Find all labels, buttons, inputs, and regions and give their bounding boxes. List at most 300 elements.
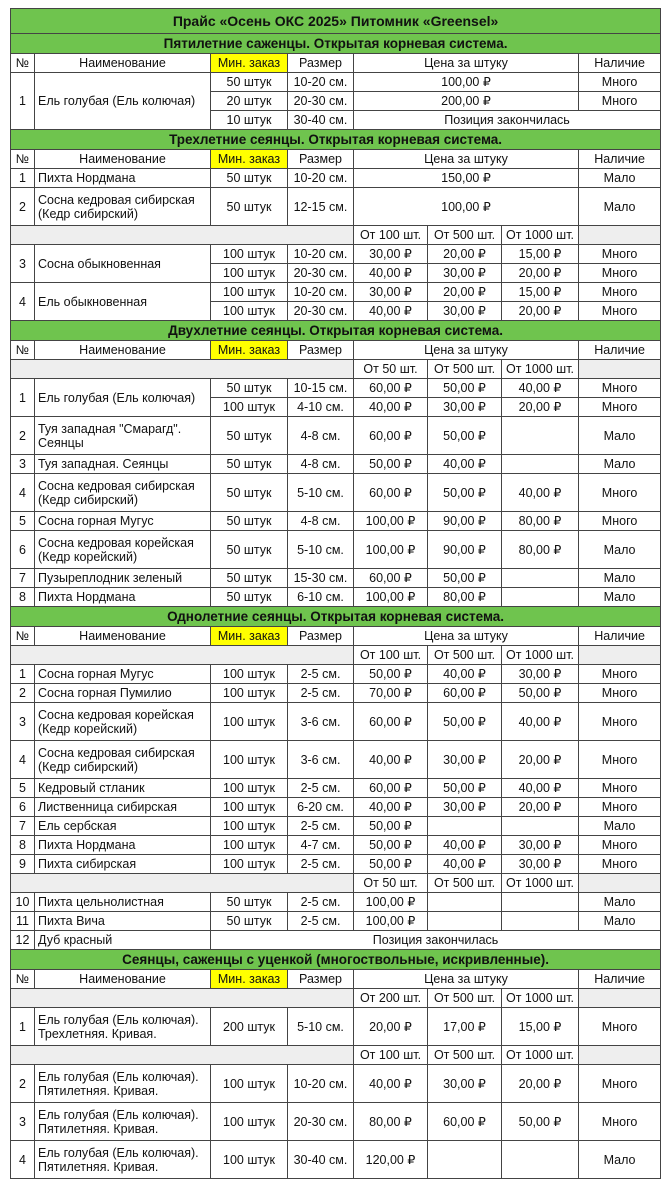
price-tier-1: 100,00 ₽: [354, 893, 428, 912]
size: 12-15 см.: [288, 188, 354, 226]
product-name: Ель голубая (Ель колючая). Пятилетняя. Кривая.: [35, 1103, 211, 1141]
size: 15-30 см.: [288, 569, 354, 588]
header-size: Размер: [288, 150, 354, 169]
price-tier-3: 20,00 ₽: [502, 798, 579, 817]
product-name: Пихта Нордмана: [35, 836, 211, 855]
section-header: [11, 321, 661, 341]
size: 4-10 см.: [288, 398, 354, 417]
quantity-tier-row: [11, 360, 661, 379]
header-price: Цена за штуку: [354, 970, 579, 989]
min-order: 50 штук: [211, 73, 288, 92]
tier-spacer: [579, 874, 661, 893]
min-order: 50 штук: [211, 455, 288, 474]
header-stock: Наличие: [579, 54, 661, 73]
product-name: Лиственница сибирская: [35, 798, 211, 817]
row-num: 5: [11, 512, 35, 531]
min-order: 50 штук: [211, 379, 288, 398]
price-tier-1: 40,00 ₽: [354, 798, 428, 817]
min-order: 100 штук: [211, 855, 288, 874]
header-price: Цена за штуку: [354, 150, 579, 169]
price-tier-2: 40,00 ₽: [428, 665, 502, 684]
price-tier-1: 20,00 ₽: [354, 1008, 428, 1046]
section-title: Двухлетние сеянцы. Открытая корневая система.: [11, 321, 661, 341]
price-tier-1: 60,00 ₽: [354, 474, 428, 512]
row-num: 3: [11, 455, 35, 474]
price-tier-2: 80,00 ₽: [428, 588, 502, 607]
price-tier-2: [428, 1141, 502, 1179]
table-row: [11, 169, 661, 188]
price-tier-2: 60,00 ₽: [428, 684, 502, 703]
price-tier-3: 50,00 ₽: [502, 684, 579, 703]
stock: Много: [579, 1103, 661, 1141]
sold-out-note: Позиция закончилась: [354, 111, 661, 130]
price-tier-3: 15,00 ₽: [502, 283, 579, 302]
product-name: Кедровый стланик: [35, 779, 211, 798]
min-order: 100 штук: [211, 283, 288, 302]
price-table: [10, 8, 661, 1179]
product-name: Сосна кедровая сибирская (Кедр сибирский): [35, 188, 211, 226]
table-row: [11, 417, 661, 455]
stock: Мало: [579, 588, 661, 607]
table-row: [11, 855, 661, 874]
header-stock: Наличие: [579, 970, 661, 989]
header-name: Наименование: [35, 627, 211, 646]
header-num: №: [11, 341, 35, 360]
size: 20-30 см.: [288, 1103, 354, 1141]
min-order: 100 штук: [211, 798, 288, 817]
tier-label: От 500 шт.: [428, 226, 502, 245]
price-tier-2: 30,00 ₽: [428, 1065, 502, 1103]
product-name: Пихта цельнолистная: [35, 893, 211, 912]
min-order: 100 штук: [211, 1065, 288, 1103]
table-row: [11, 912, 661, 931]
price-tier-2: 40,00 ₽: [428, 855, 502, 874]
stock: Много: [579, 684, 661, 703]
row-num: 2: [11, 684, 35, 703]
min-order: 50 штук: [211, 417, 288, 455]
price-tier-1: 50,00 ₽: [354, 817, 428, 836]
table-row: [11, 779, 661, 798]
price-tier-1: 120,00 ₽: [354, 1141, 428, 1179]
table-row: [11, 684, 661, 703]
min-order: 100 штук: [211, 398, 288, 417]
price-tier-1: 80,00 ₽: [354, 1103, 428, 1141]
stock: Много: [579, 92, 661, 111]
price-tier-1: 60,00 ₽: [354, 779, 428, 798]
size: 4-7 см.: [288, 836, 354, 855]
stock: Много: [579, 741, 661, 779]
size: 2-5 см.: [288, 912, 354, 931]
header-min-order: Мин. заказ: [211, 627, 288, 646]
price-tier-2: 60,00 ₽: [428, 1103, 502, 1141]
table-row: [11, 1065, 661, 1103]
min-order: 100 штук: [211, 836, 288, 855]
row-num: 1: [11, 379, 35, 417]
row-num: 2: [11, 188, 35, 226]
table-row: [11, 817, 661, 836]
sold-out-note: Позиция закончилась: [211, 931, 661, 950]
stock: Много: [579, 302, 661, 321]
product-name: Сосна кедровая корейская (Кедр корейский): [35, 531, 211, 569]
size: 30-40 см.: [288, 111, 354, 130]
min-order: 100 штук: [211, 741, 288, 779]
stock: Много: [579, 398, 661, 417]
header-stock: Наличие: [579, 341, 661, 360]
product-name: Туя западная. Сеянцы: [35, 455, 211, 474]
table-row: [11, 836, 661, 855]
price-tier-3: [502, 817, 579, 836]
column-header-row: [11, 150, 661, 169]
price-tier-2: [428, 893, 502, 912]
stock: Много: [579, 512, 661, 531]
price-tier-1: 100,00 ₽: [354, 512, 428, 531]
price-tier-2: 30,00 ₽: [428, 264, 502, 283]
row-num: 4: [11, 474, 35, 512]
stock: Много: [579, 264, 661, 283]
stock: Мало: [579, 169, 661, 188]
stock: Мало: [579, 417, 661, 455]
min-order: 200 штук: [211, 1008, 288, 1046]
price-tier-2: 90,00 ₽: [428, 531, 502, 569]
tier-label: От 100 шт.: [354, 226, 428, 245]
price-tier-1: 50,00 ₽: [354, 855, 428, 874]
price-tier-3: 40,00 ₽: [502, 379, 579, 398]
header-size: Размер: [288, 341, 354, 360]
row-num: 1: [11, 1008, 35, 1046]
price-tier-3: 20,00 ₽: [502, 741, 579, 779]
tier-label: От 1000 шт.: [502, 360, 579, 379]
size: 2-5 см.: [288, 855, 354, 874]
column-header-row: [11, 627, 661, 646]
section-title: Сеянцы, саженцы с уценкой (многоствольные, искривленные).: [11, 950, 661, 970]
price-tier-3: 40,00 ₽: [502, 703, 579, 741]
price-tier-1: 40,00 ₽: [354, 264, 428, 283]
price-tier-2: 20,00 ₽: [428, 283, 502, 302]
size: 10-20 см.: [288, 73, 354, 92]
size: 10-20 см.: [288, 169, 354, 188]
price-tier-2: 50,00 ₽: [428, 474, 502, 512]
tier-label: От 1000 шт.: [502, 1046, 579, 1065]
row-num: 8: [11, 588, 35, 607]
tier-label: От 500 шт.: [428, 360, 502, 379]
size: 4-8 см.: [288, 512, 354, 531]
price-tier-2: 40,00 ₽: [428, 836, 502, 855]
price-tier-1: 60,00 ₽: [354, 703, 428, 741]
row-num: 8: [11, 836, 35, 855]
header-name: Наименование: [35, 341, 211, 360]
tier-spacer: [579, 1046, 661, 1065]
row-num: 6: [11, 798, 35, 817]
quantity-tier-row: [11, 226, 661, 245]
size: 2-5 см.: [288, 684, 354, 703]
header-price: Цена за штуку: [354, 627, 579, 646]
product-name: Ель голубая (Ель колючая): [35, 379, 211, 417]
stock: Много: [579, 703, 661, 741]
product-name: Ель голубая (Ель колючая). Трехлетняя. Кривая.: [35, 1008, 211, 1046]
price-tier-3: 80,00 ₽: [502, 512, 579, 531]
size: 5-10 см.: [288, 474, 354, 512]
size: 2-5 см.: [288, 665, 354, 684]
product-name: Сосна кедровая корейская (Кедр корейский): [35, 703, 211, 741]
min-order: 50 штук: [211, 512, 288, 531]
price-tier-3: 15,00 ₽: [502, 245, 579, 264]
min-order: 100 штук: [211, 264, 288, 283]
row-num: 9: [11, 855, 35, 874]
min-order: 50 штук: [211, 188, 288, 226]
product-name: Ель голубая (Ель колючая): [35, 73, 211, 130]
price-tier-3: 20,00 ₽: [502, 1065, 579, 1103]
price-tier-3: 80,00 ₽: [502, 531, 579, 569]
column-header-row: [11, 54, 661, 73]
price-tier-2: 30,00 ₽: [428, 398, 502, 417]
size: 3-6 см.: [288, 703, 354, 741]
tier-spacer: [11, 360, 354, 379]
table-row: [11, 665, 661, 684]
tier-label: От 500 шт.: [428, 989, 502, 1008]
size: 5-10 см.: [288, 531, 354, 569]
section-title: Пятилетние саженцы. Открытая корневая система.: [11, 34, 661, 54]
price-tier-3: 20,00 ₽: [502, 398, 579, 417]
price-tier-3: 15,00 ₽: [502, 1008, 579, 1046]
header-size: Размер: [288, 54, 354, 73]
product-name: Сосна горная Мугус: [35, 512, 211, 531]
price: 150,00 ₽: [354, 169, 579, 188]
stock: Мало: [579, 912, 661, 931]
table-row: [11, 531, 661, 569]
section-header: [11, 130, 661, 150]
stock: Много: [579, 1065, 661, 1103]
row-num: 3: [11, 703, 35, 741]
section-header: [11, 950, 661, 970]
min-order: 100 штук: [211, 684, 288, 703]
header-num: №: [11, 150, 35, 169]
size: 30-40 см.: [288, 1141, 354, 1179]
price-tier-1: 100,00 ₽: [354, 588, 428, 607]
section-title: Однолетние сеянцы. Открытая корневая система.: [11, 607, 661, 627]
tier-label: От 200 шт.: [354, 989, 428, 1008]
document-title: Прайс «Осень ОКС 2025» Питомник «Greensel»: [11, 9, 661, 34]
price-tier-3: [502, 893, 579, 912]
header-name: Наименование: [35, 150, 211, 169]
size: 10-20 см.: [288, 1065, 354, 1103]
table-row: [11, 798, 661, 817]
header-price: Цена за штуку: [354, 54, 579, 73]
title-row: [11, 9, 661, 34]
size: 6-20 см.: [288, 798, 354, 817]
size: 4-8 см.: [288, 455, 354, 474]
size: 10-20 см.: [288, 245, 354, 264]
min-order: 100 штук: [211, 1103, 288, 1141]
product-name: Ель сербская: [35, 817, 211, 836]
min-order: 100 штук: [211, 779, 288, 798]
table-row: [11, 188, 661, 226]
min-order: 50 штук: [211, 474, 288, 512]
price-tier-3: 20,00 ₽: [502, 302, 579, 321]
table-row: [11, 741, 661, 779]
price-tier-3: 30,00 ₽: [502, 855, 579, 874]
header-num: №: [11, 970, 35, 989]
row-num: 1: [11, 73, 35, 130]
table-row: [11, 1141, 661, 1179]
price: 100,00 ₽: [354, 73, 579, 92]
column-header-row: [11, 341, 661, 360]
tier-spacer: [579, 646, 661, 665]
stock: Много: [579, 73, 661, 92]
quantity-tier-row: [11, 989, 661, 1008]
price-tier-3: 30,00 ₽: [502, 665, 579, 684]
price-list-sheet: [10, 8, 660, 1179]
header-min-order: Мин. заказ: [211, 341, 288, 360]
product-name: Сосна кедровая сибирская (Кедр сибирский): [35, 474, 211, 512]
min-order: 50 штук: [211, 531, 288, 569]
table-row: [11, 73, 661, 92]
min-order: 10 штук: [211, 111, 288, 130]
row-num: 10: [11, 893, 35, 912]
product-name: Ель обыкновенная: [35, 283, 211, 321]
header-name: Наименование: [35, 54, 211, 73]
price-tier-2: 50,00 ₽: [428, 379, 502, 398]
price-tier-3: 50,00 ₽: [502, 1103, 579, 1141]
size: 4-8 см.: [288, 417, 354, 455]
size: 5-10 см.: [288, 1008, 354, 1046]
min-order: 100 штук: [211, 302, 288, 321]
price: 100,00 ₽: [354, 188, 579, 226]
row-num: 11: [11, 912, 35, 931]
stock: Много: [579, 779, 661, 798]
size: 2-5 см.: [288, 817, 354, 836]
table-row: [11, 569, 661, 588]
price-tier-2: 20,00 ₽: [428, 245, 502, 264]
quantity-tier-row: [11, 646, 661, 665]
row-num: 3: [11, 1103, 35, 1141]
size: 20-30 см.: [288, 264, 354, 283]
table-row: [11, 931, 661, 950]
price-tier-1: 40,00 ₽: [354, 398, 428, 417]
stock: Мало: [579, 531, 661, 569]
table-row: [11, 512, 661, 531]
product-name: Сосна кедровая сибирская (Кедр сибирский): [35, 741, 211, 779]
header-min-order: Мин. заказ: [211, 970, 288, 989]
product-name: Пузыреплодник зеленый: [35, 569, 211, 588]
tier-spacer: [11, 226, 354, 245]
table-row: [11, 245, 661, 264]
price-tier-3: [502, 455, 579, 474]
stock: Мало: [579, 893, 661, 912]
row-num: 7: [11, 817, 35, 836]
min-order: 20 штук: [211, 92, 288, 111]
tier-spacer: [579, 226, 661, 245]
header-price: Цена за штуку: [354, 341, 579, 360]
row-num: 2: [11, 1065, 35, 1103]
header-stock: Наличие: [579, 627, 661, 646]
price-tier-3: [502, 569, 579, 588]
row-num: 2: [11, 417, 35, 455]
min-order: 100 штук: [211, 817, 288, 836]
min-order: 50 штук: [211, 912, 288, 931]
price-tier-1: 50,00 ₽: [354, 455, 428, 474]
stock: Мало: [579, 188, 661, 226]
product-name: Ель голубая (Ель колючая). Пятилетняя. Кривая.: [35, 1065, 211, 1103]
section-header: [11, 607, 661, 627]
tier-label: От 1000 шт.: [502, 646, 579, 665]
stock: Много: [579, 379, 661, 398]
product-name: Сосна горная Мугус: [35, 665, 211, 684]
size: 10-15 см.: [288, 379, 354, 398]
product-name: Дуб красный: [35, 931, 211, 950]
table-row: [11, 474, 661, 512]
stock: Много: [579, 855, 661, 874]
min-order: 50 штук: [211, 169, 288, 188]
size: 10-20 см.: [288, 283, 354, 302]
tier-label: От 50 шт.: [354, 874, 428, 893]
row-num: 3: [11, 245, 35, 283]
price-tier-1: 40,00 ₽: [354, 741, 428, 779]
price-tier-3: 40,00 ₽: [502, 779, 579, 798]
header-stock: Наличие: [579, 150, 661, 169]
size: 2-5 см.: [288, 779, 354, 798]
price-tier-1: 40,00 ₽: [354, 302, 428, 321]
header-min-order: Мин. заказ: [211, 54, 288, 73]
quantity-tier-row: [11, 874, 661, 893]
header-num: №: [11, 54, 35, 73]
stock: Много: [579, 665, 661, 684]
price-tier-3: 40,00 ₽: [502, 474, 579, 512]
price-tier-2: 17,00 ₽: [428, 1008, 502, 1046]
stock: Много: [579, 245, 661, 264]
stock: Мало: [579, 1141, 661, 1179]
product-name: Туя западная "Смарагд". Сеянцы: [35, 417, 211, 455]
table-row: [11, 283, 661, 302]
price-tier-2: 90,00 ₽: [428, 512, 502, 531]
product-name: Ель голубая (Ель колючая). Пятилетняя. Кривая.: [35, 1141, 211, 1179]
tier-spacer: [579, 360, 661, 379]
price-tier-1: 70,00 ₽: [354, 684, 428, 703]
price-tier-1: 60,00 ₽: [354, 569, 428, 588]
product-name: Сосна обыкновенная: [35, 245, 211, 283]
header-size: Размер: [288, 970, 354, 989]
price-tier-1: 40,00 ₽: [354, 1065, 428, 1103]
product-name: Сосна горная Пумилио: [35, 684, 211, 703]
stock: Много: [579, 1008, 661, 1046]
tier-spacer: [579, 989, 661, 1008]
price-tier-1: 100,00 ₽: [354, 912, 428, 931]
product-name: Пихта Вича: [35, 912, 211, 931]
price-tier-2: 30,00 ₽: [428, 798, 502, 817]
row-num: 1: [11, 665, 35, 684]
tier-label: От 100 шт.: [354, 646, 428, 665]
price-tier-3: [502, 588, 579, 607]
stock: Много: [579, 474, 661, 512]
price-tier-1: 50,00 ₽: [354, 836, 428, 855]
price-tier-2: 30,00 ₽: [428, 302, 502, 321]
row-num: 4: [11, 741, 35, 779]
price-tier-1: 100,00 ₽: [354, 531, 428, 569]
size: 6-10 см.: [288, 588, 354, 607]
row-num: 1: [11, 169, 35, 188]
tier-label: От 500 шт.: [428, 646, 502, 665]
product-name: Пихта Нордмана: [35, 588, 211, 607]
min-order: 50 штук: [211, 569, 288, 588]
price-tier-2: 40,00 ₽: [428, 455, 502, 474]
price-tier-3: [502, 1141, 579, 1179]
size: 3-6 см.: [288, 741, 354, 779]
price-tier-2: 50,00 ₽: [428, 417, 502, 455]
price-tier-1: 50,00 ₽: [354, 665, 428, 684]
stock: Много: [579, 798, 661, 817]
tier-spacer: [11, 646, 354, 665]
table-row: [11, 455, 661, 474]
min-order: 50 штук: [211, 588, 288, 607]
